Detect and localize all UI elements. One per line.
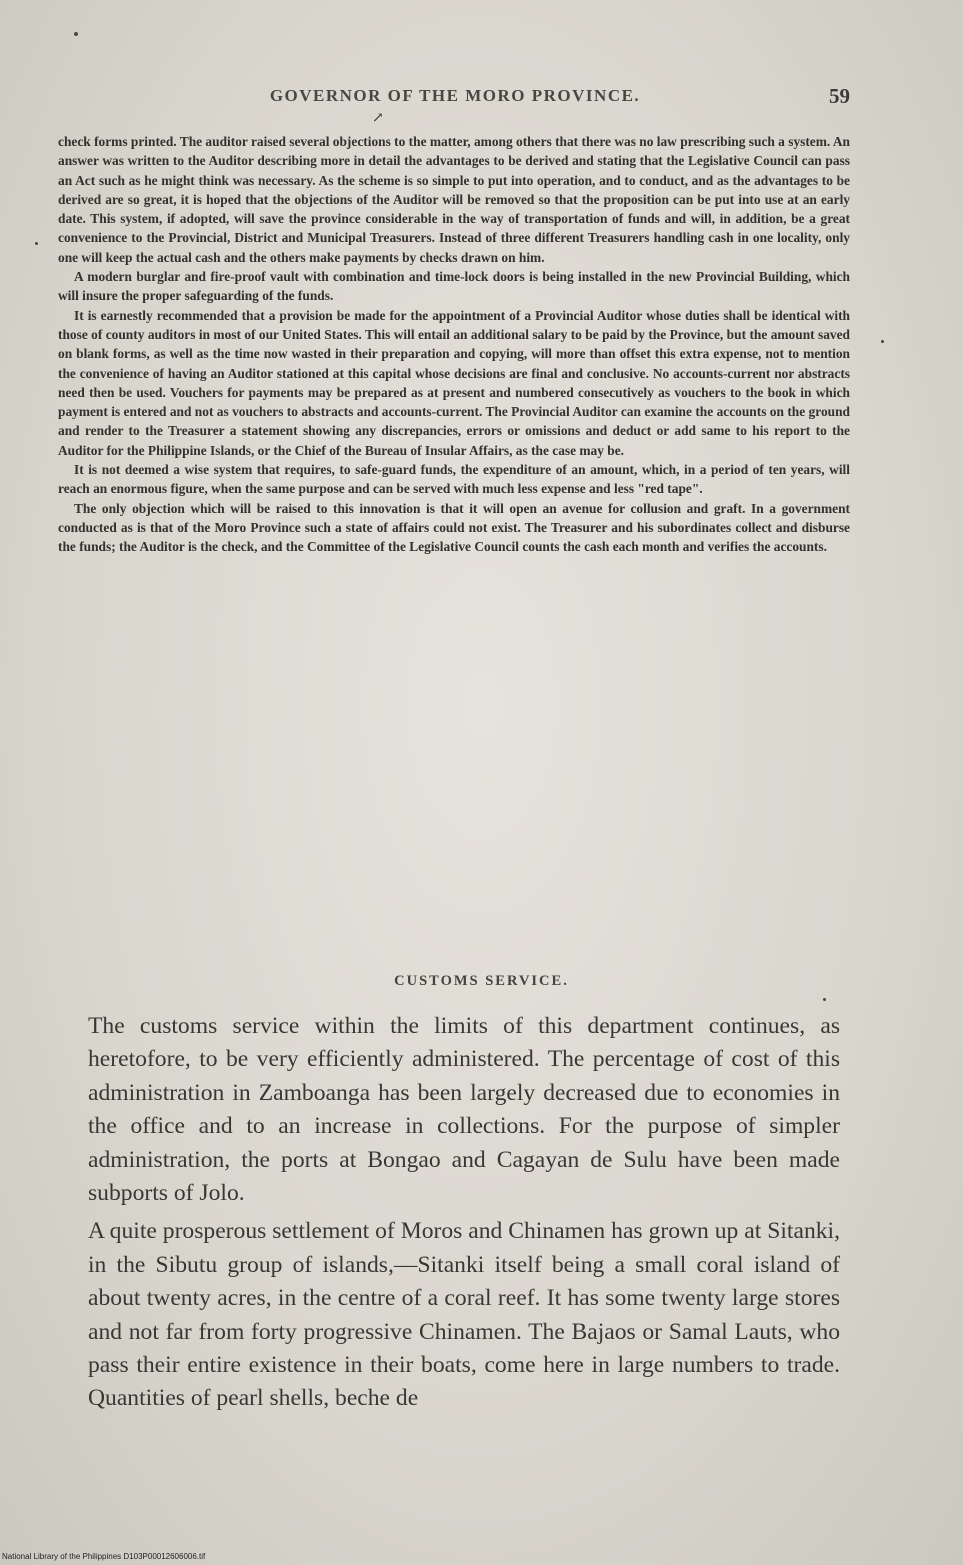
paragraph: It is not deemed a wise system that requires, to safe-guard funds, the expenditure of an amount, which, in a period of ten years, will reach an enormous figure, when the same purpose and can be served with much less expense and less "red tape". [58,462,850,497]
scan-footer: National Library of the Philippines D103P00012606006.tif [2,1552,206,1561]
paragraph: The only objection which will be raised to this innovation is that it will open an avenue for collusion and graft. In a government conducted as is that of the Moro Province such a state of affairs could not exist. The Treasurer and his subordinates collect and disburse the funds; the Auditor is the check, and the Committee of the Legislative Council counts the cash each month and verifies the accounts. [58,500,850,555]
page-number: 59 [829,84,850,108]
section-title: CUSTOMS SERVICE. [394,973,569,989]
scan-speck [35,242,38,245]
running-head: GOVERNOR OF THE MORO PROVINCE. [269,86,641,105]
page-header [60,86,850,116]
paragraph: It is earnestly recommended that a provision be made for the appointment of a Provincial Auditor whose duties shall be identical with those of county auditors in most of our United States. This will entail an additional salary to be paid by the Province, but the amount saved on blank forms, as well as the time now wasted in their preparation and copying, will more than offset this extra expense, not to mention the convenience of having an Auditor stationed at this capital whose decisions are final and conclusive. No accounts-current nor abstracts need then be used. Vouchers for payments may be prepared as at present and numbered consecutively as vouchers to the book in which payment is entered and not as vouchers to abstracts and accounts-current. The Provincial Auditor can examine the accounts on the ground and render to the Treasurer a statement showing any discrepancies, errors or omissions and deduct or add same to his report to the Auditor for the Philippine Islands, or the Chief of the Bureau of Insular Affairs, as the case may be. [58,307,850,458]
ink-mark: ↗ [372,111,384,126]
scan-speck [74,32,78,36]
large-print-body [88,1010,840,1421]
paragraph: A quite prosperous settlement of Moros and Chinamen has grown up at Sitanki, in the Sibutu group of islands,—Sitanki itself being a small coral island of about twenty acres, in the centre of a coral reef. It has some twenty large stores and not far from forty progressive Chinamen. The Bajaos or Samal Lauts, who pass their entire existence in their boats, come here in large numbers to trade. Quantities of pearl shells, beche de [88,1218,840,1412]
small-print-body [58,132,850,557]
paragraph: check forms printed. The auditor raised several objections to the matter, among others that there was no law prescribing such a system. An answer was written to the Auditor describing more in detail the advantages to be derived and stating that the Legislative Council can pass an Act such as he might think was necessary. As the scheme is so simple to put into operation, and to conduct, and as the advantages to be derived are so great, it is hoped that the objections of the Auditor will be removed so that the proposition can be put into use at an early date. This system, if adopted, will save the province considerable in the way of transportation of funds and will, in addition, be a great convenience to the Provincial, District and Municipal Treasurers. Instead of three different Treasurers handling cash in one locality, only one will keep the actual cash and the others make payments by checks drawn on him. [58,134,850,265]
scan-speck [823,998,826,1001]
paragraph: A modern burglar and fire-proof vault with combination and time-lock doors is being installed in the new Provincial Building, which will insure the proper safeguarding of the funds. [58,269,850,304]
paragraph: The customs service within the limits of this department continues, as heretofore, to be very efficiently administered. The percentage of cost of this administration in Zamboanga has been largely decreased due to economies in the office and to an increase in collections. For the purpose of simpler administration, the ports at Bongao and Cagayan de Sulu have been made subports of Jolo. [88,1013,840,1207]
scan-speck [881,340,884,343]
